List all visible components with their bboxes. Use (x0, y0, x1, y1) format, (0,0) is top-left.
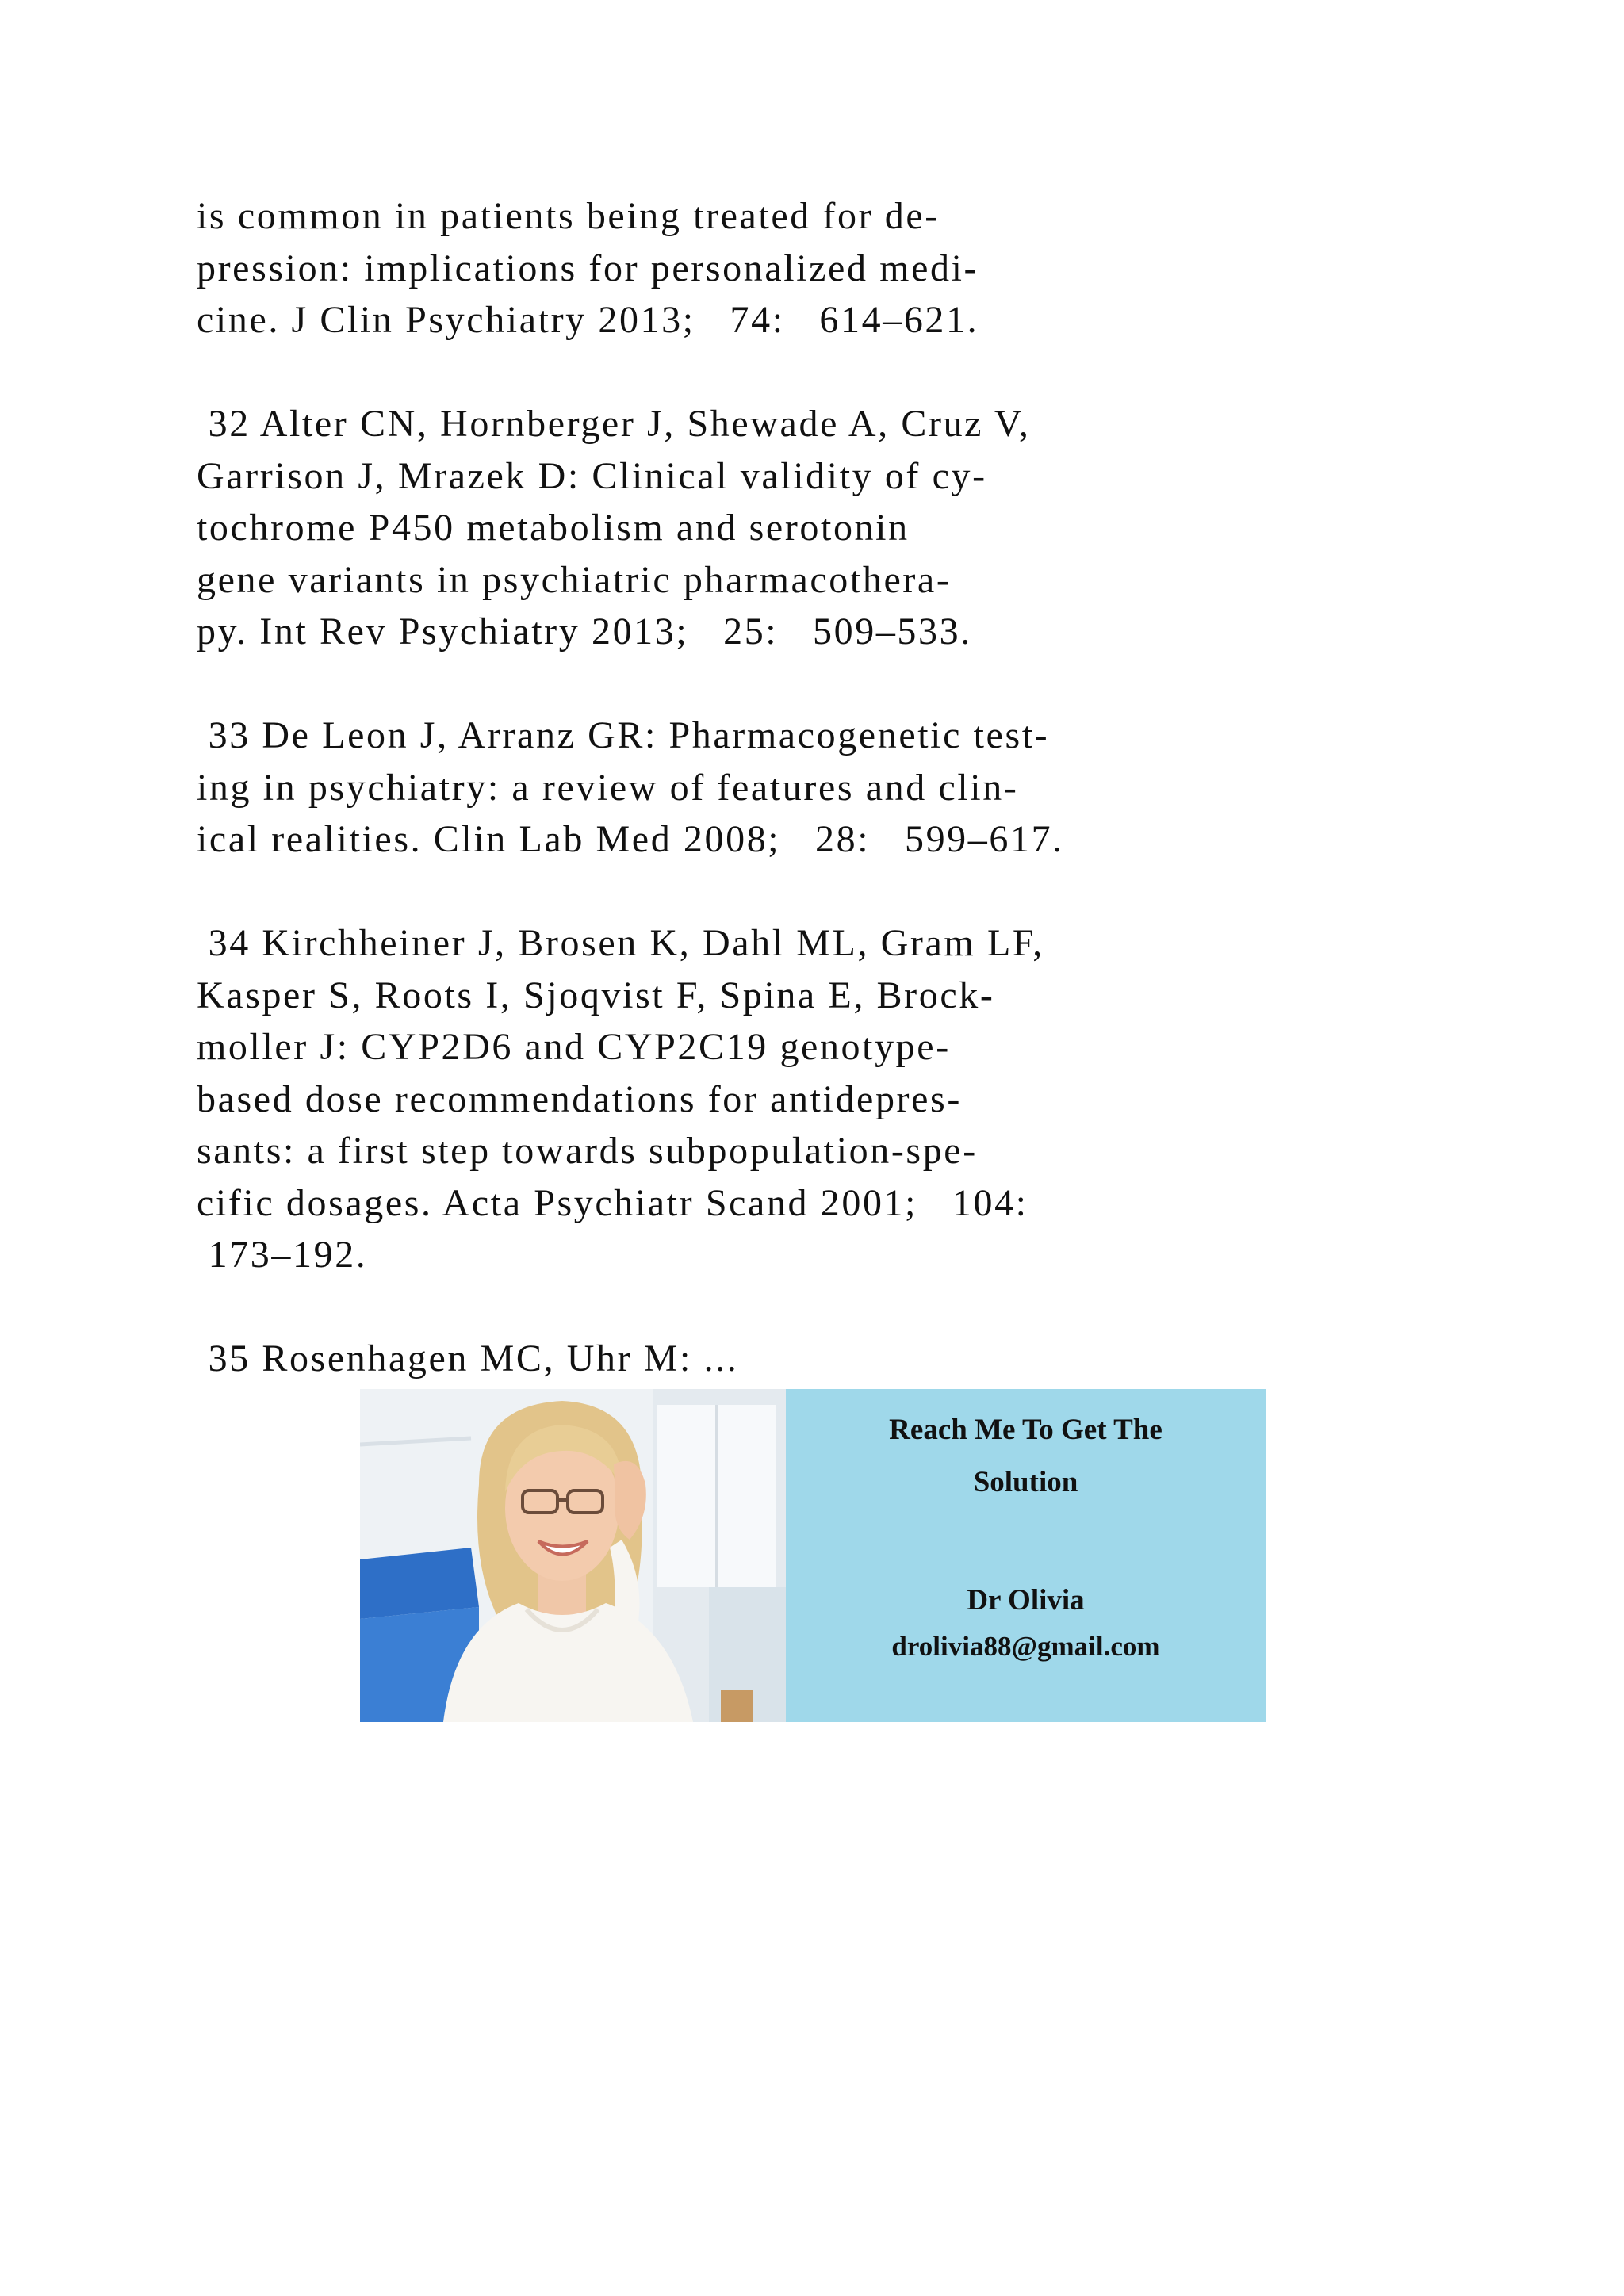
cta-heading-line-2: Solution (973, 1466, 1078, 1498)
reference-34-line: 34 Kirchheiner J, Brosen K, Dahl ML, Gram LF, (197, 922, 1044, 964)
text-line: tochrome P450 metabolism and serotonin (197, 507, 910, 549)
paragraph-gap (197, 1281, 1434, 1334)
paragraph-gap (197, 346, 1434, 399)
contact-banner (360, 1389, 1266, 1722)
paragraph-gap (197, 658, 1434, 710)
woman-photo (360, 1389, 786, 1722)
cta-heading-line-1: Reach Me To Get The (889, 1414, 1162, 1446)
reference-text (197, 190, 1434, 1385)
text-line: Garrison J, Mrazek D: Clinical validity of cy- (197, 454, 987, 497)
text-line: gene variants in psychiatric pharmacothera- (197, 558, 952, 601)
text-line: py. Int Rev Psychiatry 2013; 25: 509–533. (197, 610, 972, 652)
text-line: is common in patients being treated for de- (197, 195, 940, 237)
text-line: ing in psychiatry: a review of features and clin- (197, 766, 1019, 809)
text-line: pression: implications for personalized medi- (197, 247, 979, 289)
text-line: Kasper S, Roots I, Sjoqvist F, Spina E, Brock- (197, 974, 995, 1016)
contact-email-link[interactable]: drolivia88@gmail.com (891, 1631, 1160, 1662)
reference-35-line: 35 Rosenhagen MC, Uhr M: ... (197, 1337, 739, 1380)
reference-32-line: 32 Alter CN, Hornberger J, Shewade A, Cruz V, (197, 403, 1031, 445)
text-line: cific dosages. Acta Psychiatr Scand 2001; 104: (197, 1181, 1028, 1224)
text-line: moller J: CYP2D6 and CYP2C19 genotype- (197, 1026, 951, 1068)
text-line: cine. J Clin Psychiatry 2013; 74: 614–621. (197, 299, 979, 341)
text-line: 173–192. (197, 1234, 368, 1276)
contact-panel (786, 1389, 1266, 1722)
text-line: sants: a first step towards subpopulation-spe- (197, 1130, 978, 1172)
woman-photo-illustration (360, 1389, 786, 1722)
text-line: based dose recommendations for antidepres- (197, 1077, 962, 1120)
text-line: ical realities. Clin Lab Med 2008; 28: 599–617. (197, 818, 1064, 860)
reference-33-line: 33 De Leon J, Arranz GR: Pharmacogenetic test- (197, 714, 1050, 756)
paragraph-gap (197, 866, 1434, 918)
contact-name: Dr Olivia (967, 1584, 1085, 1617)
